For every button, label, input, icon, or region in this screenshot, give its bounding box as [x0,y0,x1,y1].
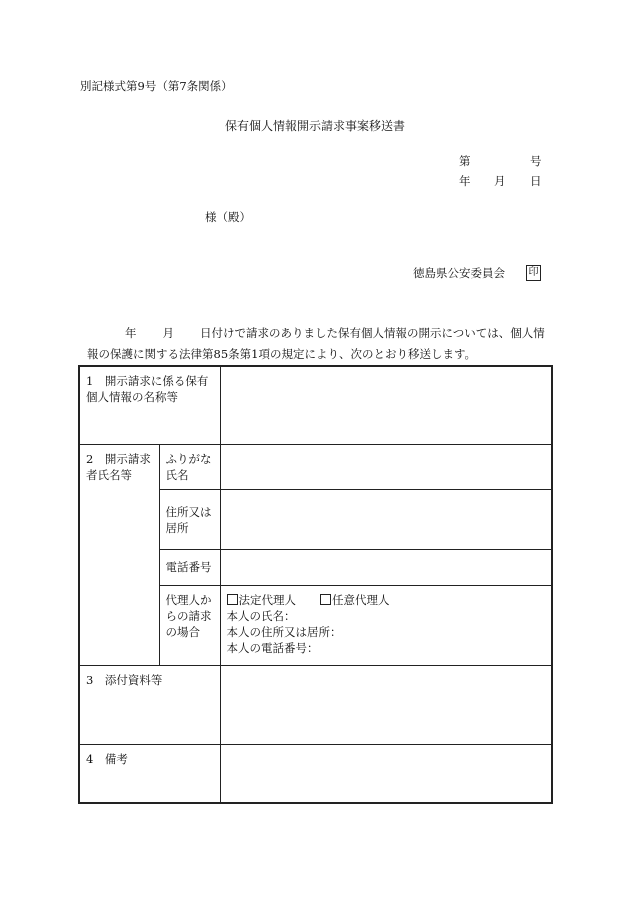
body-line-2: 報の保護に関する法律第85条第1項の規定により、次のとおり移送します。 [87,347,477,361]
table-row [79,665,552,744]
transfer-form-table [78,365,553,804]
body-line-1-rest: 日付けで請求のありました保有個人情報の開示については、個人情 [200,326,545,340]
number-suffix: 号 [530,154,542,168]
section-3-label: 3 添付資料等 [79,665,220,744]
phone-label: 電話番号 [159,549,220,585]
legal-proxy-checkbox[interactable] [227,594,238,605]
addressee: 様（殿） [205,210,251,224]
principal-name-label: 本人の氏名： [226,608,296,623]
principal-phone-label: 本人の電話番号： [226,640,319,655]
section-1-value[interactable] [220,366,552,444]
body-text [87,323,552,365]
seal-stamp: 印 [526,265,541,281]
date-day: 日 [530,174,542,188]
table-row [79,366,552,444]
address-label: 住所又は居所 [159,489,220,549]
section-4-label: 4 備考 [79,744,220,803]
furigana-name-label: ふりがな氏名 [159,444,220,489]
voluntary-proxy-checkbox[interactable] [320,594,331,605]
body-year: 年 [125,326,137,340]
body-month: 月 [162,326,174,340]
section-2-label: 2 開示請求者氏名等 [79,444,159,665]
document-title: 保有個人情報開示請求事案移送書 [224,119,405,133]
date-month: 月 [494,174,506,188]
date-year: 年 [459,174,471,188]
form-label: 別記様式第9号（第7条関係） [80,79,233,93]
address-value[interactable] [220,489,552,549]
table-row [79,444,552,489]
proxy-label: 代理人からの請求の場合 [159,585,220,665]
proxy-type-options [227,592,545,608]
voluntary-proxy-label: 任意代理人 [332,592,390,607]
legal-proxy-label: 法定代理人 [238,592,297,607]
principal-address-label: 本人の住所又は居所： [226,624,342,639]
section-3-value[interactable] [220,665,552,744]
proxy-value [220,585,552,665]
number-prefix: 第 [459,154,471,168]
body-line-1 [87,323,552,344]
sender-name: 徳島県公安委員会 [413,266,505,280]
furigana-name-value[interactable] [220,444,552,489]
section-4-value[interactable] [220,744,552,803]
phone-value[interactable] [220,549,552,585]
section-1-label: 1 開示請求に係る保有個人情報の名称等 [79,366,220,444]
table-row [79,744,552,803]
